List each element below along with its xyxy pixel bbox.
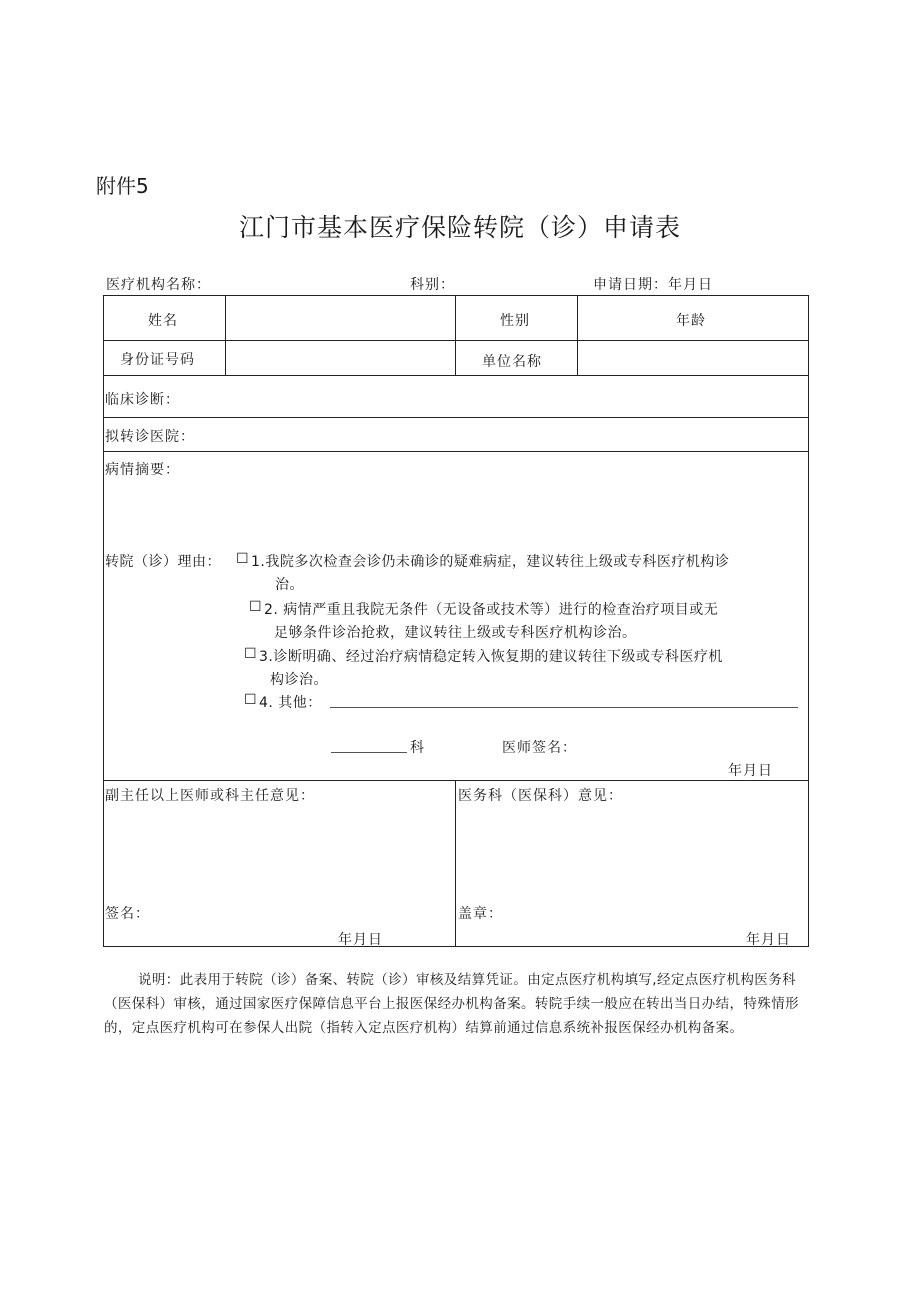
other-reason-field[interactable] [330, 707, 798, 708]
reason-1-checkbox[interactable]: ☐ [236, 551, 250, 567]
gender-field[interactable] [581, 298, 651, 336]
department-label: 科别： [410, 277, 455, 293]
reason-4-checkbox[interactable]: ☐ [244, 692, 258, 708]
name-field[interactable] [229, 298, 451, 336]
employer-field[interactable] [581, 343, 805, 373]
column-divider [577, 295, 578, 375]
column-divider [455, 295, 456, 375]
column-divider [225, 295, 226, 375]
target-hospital-label: 拟转诊医院： [105, 429, 195, 445]
gender-label: 性别 [500, 313, 530, 329]
clinical-diagnosis-label: 临床诊断： [105, 392, 180, 408]
reason-2-text: 2. 病情严重且我院无条件（无设备或技术等）进行的检查治疗项目或无 [264, 602, 719, 618]
application-table [103, 295, 809, 947]
department-suffix: 科 [410, 740, 425, 756]
form-title: 江门市基本医疗保险转院（诊）申请表 [238, 213, 681, 242]
reason-3-text-cont: 构诊治。 [270, 672, 328, 688]
id-number-field[interactable] [229, 343, 451, 373]
id-number-label: 身份证号码 [120, 352, 195, 368]
apply-date-label: 申请日期：年月日 [593, 277, 713, 293]
form-notes: 说明：此表用于转院（诊）备案、转院（诊）审核及结算凭证。由定点医疗机构填写,经定点医疗机构医务科（医保科）审核，通过国家医疗保障信息平台上报医保经办机构备案。转院手续一般应在转出当日办结，特殊情形的，定点医疗机构可在参保人出院（指转入定点医疗机构）结算前通过信息系统补报医保经办机构备案。 [104, 972, 799, 1036]
row-divider [103, 375, 809, 376]
row-divider [103, 780, 809, 781]
reason-3-checkbox[interactable]: ☐ [244, 646, 258, 662]
doctor-signature-label: 医师签名： [502, 740, 577, 756]
row-divider [103, 417, 809, 418]
reason-4-text: 4. 其他： [259, 695, 322, 711]
medical-affairs-opinion-label: 医务科（医保科）意见： [458, 788, 623, 804]
row-divider [103, 451, 809, 452]
name-label: 姓名 [148, 313, 178, 329]
chief-sign-date: 年月日 [338, 932, 383, 948]
department-blank[interactable] [331, 752, 407, 753]
reason-2-text-cont: 足够条件诊治抢救，建议转往上级或专科医疗机构诊治。 [274, 625, 637, 641]
reason-3-text: 3.诊断明确、经过治疗病情稳定转入恢复期的建议转往下级或专科医疗机 [259, 649, 723, 665]
transfer-reason-label: 转院（诊）理由： [105, 554, 221, 570]
doctor-sign-date: 年月日 [728, 763, 773, 779]
column-divider [455, 780, 456, 947]
attachment-label: 附件5 [96, 174, 149, 198]
seal-label: 盖章： [458, 906, 503, 922]
reason-2-checkbox[interactable]: ☐ [249, 599, 263, 615]
row-divider [103, 340, 809, 341]
chief-signature-label: 签名： [105, 906, 150, 922]
reason-1-text: 1.我院多次检查会诊仍未确诊的疑难病症，建议转往上级或专科医疗机构诊 [251, 554, 730, 570]
reason-1-text-cont: 治。 [275, 577, 304, 593]
seal-date: 年月日 [746, 932, 791, 948]
employer-label: 单位名称 [482, 354, 542, 370]
institution-name-label: 医疗机构名称： [106, 277, 211, 293]
chief-opinion-label: 副主任以上医师或科主任意见： [105, 788, 315, 804]
condition-summary-label: 病情摘要： [105, 462, 180, 478]
age-label: 年龄 [676, 313, 706, 329]
